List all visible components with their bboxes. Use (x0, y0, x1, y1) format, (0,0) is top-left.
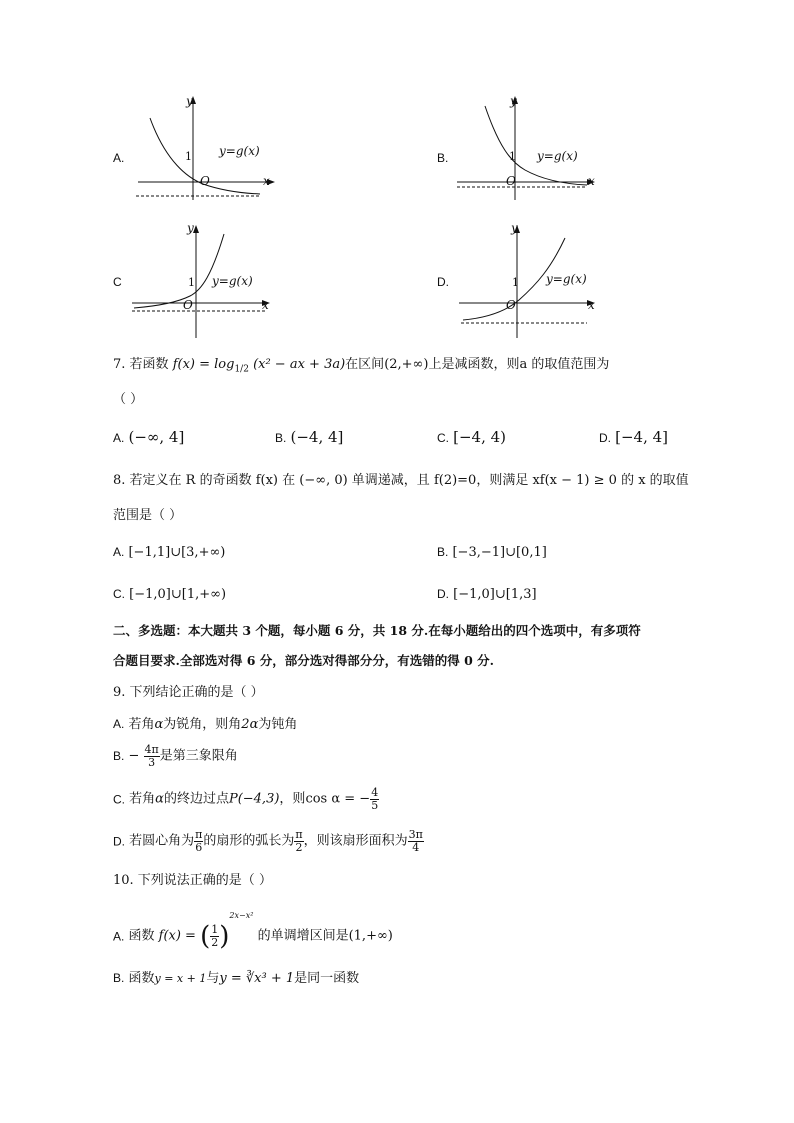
graph-d-x-label: x (588, 298, 595, 312)
q7-option-a-label: A. (113, 431, 125, 445)
q9-d-text2: 的扇形的弧长为 (203, 833, 295, 849)
q9-option-d[interactable] (113, 829, 424, 854)
graph-b-x-label: x (588, 174, 595, 188)
q9-option-d-label: D. (113, 834, 125, 849)
q10-b-text1: 函数 (128, 971, 155, 986)
section2-heading-line1: 二、多选题：本大题共 3 个题，每小题 6 分，共 18 分.在每小题给出的四个选项中，有多项符 (113, 623, 641, 638)
q9-b-num: 4π (144, 743, 159, 756)
q9-c-text3: ，则 (279, 791, 306, 807)
q7-suffix: 上是减函数，则a 的取值范围为 (428, 357, 610, 372)
q10-a-fraction (210, 924, 219, 949)
q7-option-c-label: C. (437, 431, 449, 445)
q9-d-text1: 若圆心角为 (129, 833, 195, 849)
q7-func: f(x) = log (172, 357, 235, 372)
q8-option-d-label: D. (437, 587, 449, 601)
graph-a-origin: O (200, 174, 210, 188)
q7-option-b-label: B. (275, 431, 287, 445)
q7-option-a[interactable] (113, 429, 184, 447)
q9-c-text2: 的终边过点 (163, 791, 229, 807)
q9-a-alpha: α (154, 717, 164, 732)
q9-d-text3: ，则该扇形面积为 (303, 833, 408, 849)
q9-c-den: 5 (371, 799, 379, 812)
q9-b-den: 3 (148, 756, 156, 769)
graph-c (128, 220, 278, 342)
graph-b-curve-label: y=g(x) (537, 149, 578, 163)
q10-b-f1: y = x + 1 (154, 972, 207, 985)
graph-c-y-label: y (187, 221, 194, 235)
q10-a-lparen: ( (200, 921, 211, 952)
q9-option-c-label: C. (113, 792, 125, 807)
graph-c-label: C (113, 275, 122, 289)
q10-option-b[interactable] (113, 970, 359, 987)
q10-a-interval: (1,+∞) (348, 928, 393, 944)
q10-a-text1: 函数 (128, 928, 155, 944)
q9-d-n1: π (195, 828, 203, 841)
q7-option-c-value: [−4, 4) (453, 428, 507, 446)
q9-b-neg: − (128, 748, 140, 764)
q9-c-cos: cos α = − (305, 791, 371, 807)
q9-c-point: P(−4,3) (228, 791, 280, 807)
q10-b-f2: y = ∛x³ + 1 (219, 971, 295, 986)
q10-b-text2: 与 (206, 971, 220, 986)
q8-option-b[interactable] (437, 544, 547, 561)
graph-b-tick: 1 (509, 150, 516, 163)
q7-option-d[interactable] (599, 429, 668, 447)
graph-a-y-label: y (186, 94, 193, 108)
graph-d-tick: 1 (512, 276, 519, 289)
q8-stem-line2: 范围是（ ） (113, 508, 183, 523)
q9-d-n2: π (295, 828, 303, 841)
q9-d-d2: 2 (295, 841, 303, 854)
q9-option-a-label: A. (113, 717, 125, 731)
graph-b-origin: O (506, 174, 516, 188)
q9-b-text: 是第三象限角 (159, 748, 238, 764)
q10-option-b-label: B. (113, 971, 125, 985)
q10-option-a-label: A. (113, 929, 125, 944)
graph-a-tick: 1 (185, 150, 192, 163)
graph-b-label: B. (437, 151, 449, 165)
q9-b-fraction (144, 744, 160, 769)
q9-a-text2: 为锐角，则角 (163, 717, 242, 732)
q9-d-fraction1 (194, 829, 203, 854)
q10-a-den: 2 (211, 936, 219, 949)
q9-d-fraction3 (408, 829, 424, 854)
graph-d-origin: O (506, 298, 516, 312)
q9-d-d3: 4 (412, 841, 420, 854)
graph-c-tick: 1 (188, 276, 195, 289)
q10-option-a[interactable] (113, 908, 393, 952)
q7-mid: 在区间 (345, 357, 385, 372)
q7-paren: （ ） (113, 392, 144, 407)
q10-a-text2: 的单调增区间是 (257, 928, 349, 944)
q10-b-text3: 是同一函数 (294, 971, 360, 986)
q10-a-num: 1 (211, 923, 219, 936)
q7-option-b-value: (−4, 4] (290, 428, 344, 446)
q9-d-fraction2 (294, 829, 303, 854)
q9-a-text1: 若角 (128, 717, 155, 732)
q7-option-c[interactable] (437, 429, 506, 447)
q8-option-d-value: [−1,0]∪[1,3] (453, 587, 537, 602)
q9-stem: 9. 下列结论正确的是（ ） (113, 685, 264, 700)
q9-option-a[interactable] (113, 716, 297, 733)
q9-option-c[interactable] (113, 787, 379, 812)
q7-stem (113, 357, 609, 378)
graph-d-curve-label: y=g(x) (546, 272, 587, 286)
graph-a-x-label: x (263, 174, 270, 188)
graph-c-curve-label: y=g(x) (212, 274, 253, 288)
graph-b (455, 92, 605, 204)
q9-d-d1: 6 (195, 841, 203, 854)
q7-interval: (2,+∞) (384, 357, 429, 372)
q7-option-d-value: [−4, 4] (615, 428, 669, 446)
q8-option-b-label: B. (437, 545, 449, 559)
q9-c-num: 4 (371, 786, 379, 799)
section2-heading-line2: 合题目要求.全部选对得 6 分，部分选对得部分分，有选错的得 0 分. (113, 653, 495, 668)
q9-c-fraction (370, 787, 379, 812)
q10-a-fx: f(x) = (158, 928, 196, 944)
graph-d-y-label: y (511, 221, 518, 235)
q8-option-a-label: A. (113, 545, 125, 559)
q8-stem-line1: 8. 若定义在 R 的奇函数 f(x) 在 (−∞, 0) 单调递减，且 f(2)=0，则满足 xf(x − 1) ≥ 0 的 x 的取值 (113, 473, 689, 488)
q10-a-exponent: 2x−x² (229, 911, 254, 920)
q9-d-n3: 3π (408, 828, 423, 841)
q8-option-c-value: [−1,0]∪[1,+∞) (129, 587, 227, 602)
q7-option-a-value: (−∞, 4] (128, 428, 185, 446)
graph-d-label: D. (437, 275, 449, 289)
q9-a-2alpha: 2α (241, 717, 259, 732)
q8-option-c-label: C. (113, 587, 125, 601)
graph-a-label: A. (113, 151, 125, 165)
graph-b-y-label: y (510, 94, 517, 108)
graph-c-x-label: x (262, 298, 269, 312)
q9-c-text1: 若角 (129, 791, 156, 807)
q9-option-b[interactable] (113, 744, 238, 769)
q7-arg: (x² − ax + 3a) (253, 357, 346, 372)
q7-option-b[interactable] (275, 429, 343, 447)
q7-option-d-label: D. (599, 431, 611, 445)
q9-option-b-label: B. (113, 749, 125, 763)
graph-a-curve-label: y=g(x) (219, 144, 260, 158)
q8-option-b-value: [−3,−1]∪[0,1] (452, 545, 547, 560)
q8-option-d[interactable] (437, 586, 537, 603)
q7-base: 1/2 (234, 364, 249, 375)
q10-stem: 10. 下列说法正确的是（ ） (113, 873, 272, 888)
q9-a-text3: 为钝角 (258, 717, 298, 732)
q9-c-alpha: α (155, 791, 164, 807)
graph-c-origin: O (183, 298, 193, 312)
q8-option-a-value: [−1,1]∪[3,+∞) (128, 545, 226, 560)
q7-prefix: 7. 若函数 (113, 357, 169, 372)
q8-option-a[interactable] (113, 544, 225, 561)
q8-option-c[interactable] (113, 586, 226, 603)
q10-a-rparen: ) (219, 921, 230, 952)
